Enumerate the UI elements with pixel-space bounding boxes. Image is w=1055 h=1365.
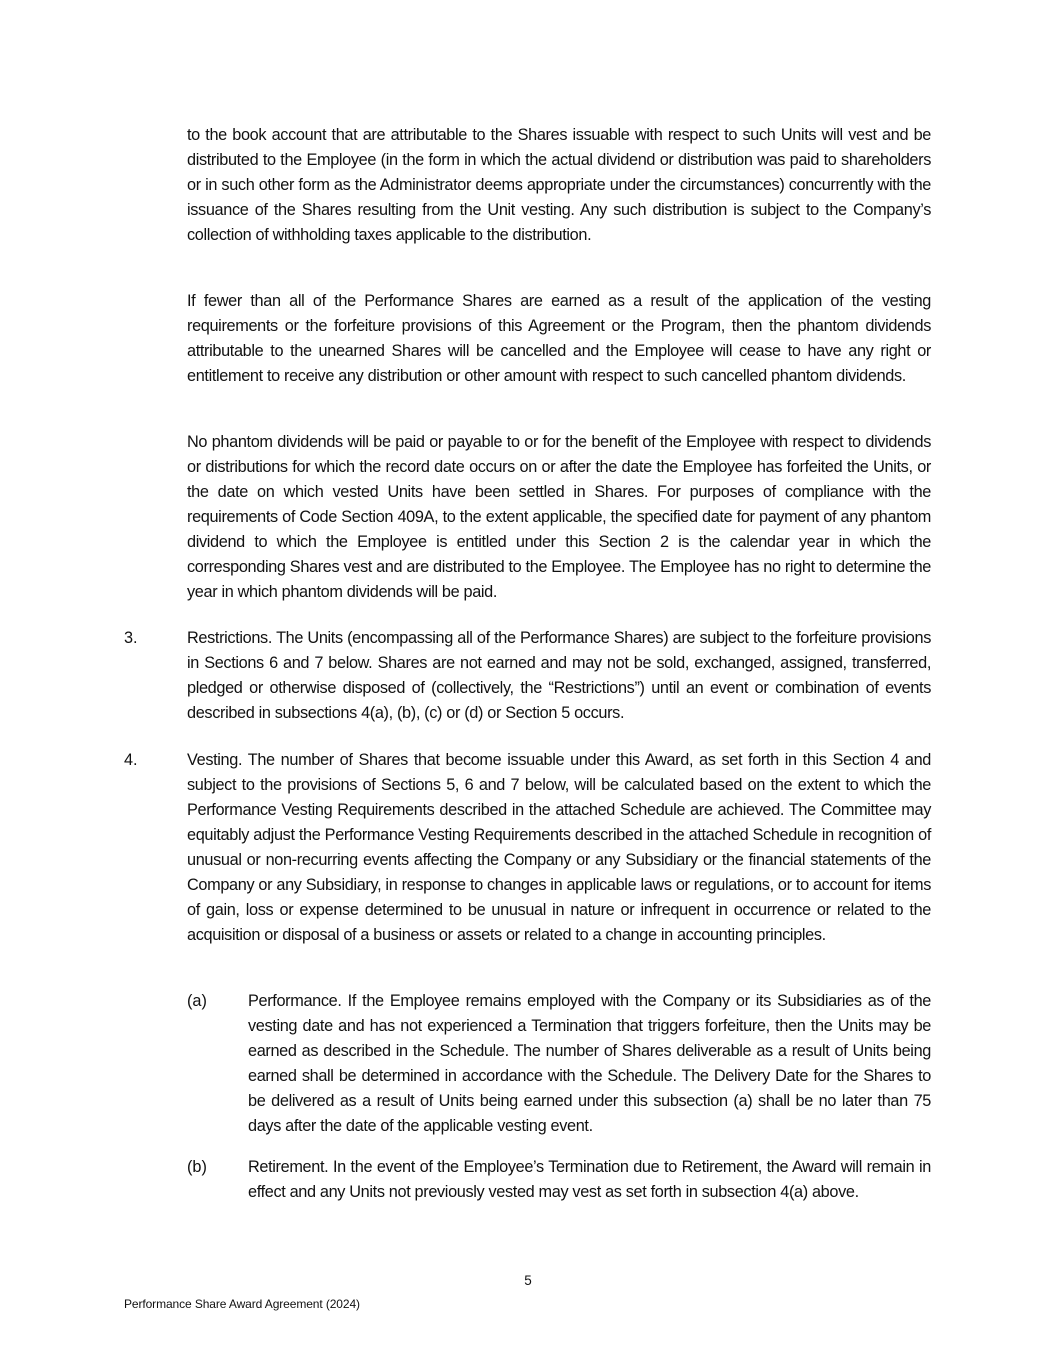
continuation-paragraph-2: If fewer than all of the Performance Shares are earned as a result of the application of the vesting requirements or the forfeiture provisions of this Agreement or the Program, then the phantom dividends attributable to the unearned Shares will be cancelled and the Employee will cease to have any right or entitlement to receive any distribution or other amount with respect to such cancelled phantom dividends.	[187, 292, 931, 385]
section-4-vesting: Vesting. The number of Shares that become issuable under this Award, as set forth in this Section 4 and subject to the provisions of Sections 5, 6 and 7 below, will be calculated based on the extent to which the Performance Vesting Requirements described in the attached Schedule are achieved. The Committee may equitably adjust the Performance Vesting Requirements described in the attached Schedule in recognition of unusual or non-recurring events affecting the Company or any Subsidiary or the financial statements of the Company or any Subsidiary, in response to changes in applicable laws or regulations, or to account for items of gain, loss or expense determined to be unusual in nature or infrequent in occurrence or related to the acquisition or disposal of a business or assets or related to a change in accounting principles.	[187, 751, 931, 944]
subsection-b-retirement: Retirement. In the event of the Employee’s Termination due to Retirement, the Award will remain in effect and any Units not previously vested may vest as set forth in subsection 4(a) above.	[248, 1158, 931, 1201]
section-3-number: 3.	[124, 629, 138, 647]
section-4-number: 4.	[124, 751, 138, 769]
footer-document-title: Performance Share Award Agreement (2024)	[124, 1297, 360, 1311]
section-3-restrictions: Restrictions. The Units (encompassing all of the Performance Shares) are subject to the forfeiture provisions in Sections 6 and 7 below. Shares are not earned and may not be sold, exchanged, assigned, transferred, pledged or otherwise disposed of (collectively, the “Restrictions”) until an event or combination of events described in subsections 4(a), (b), (c) or (d) or Section 5 occurs.	[187, 629, 931, 722]
subsection-b-label: (b)	[187, 1158, 207, 1176]
continuation-paragraph-3: No phantom dividends will be paid or payable to or for the benefit of the Employee with respect to dividends or distributions for which the record date occurs on or after the date the Employee has forfeited the Units, or the date on which vested Units have been settled in Shares. For purposes of compliance with the requirements of Code Section 409A, to the extent applicable, the specified date for payment of any phantom dividend to which the Employee is entitled under this Section 2 is the calendar year in which the corresponding Shares vest and are distributed to the Employee. The Employee has no right to determine the year in which phantom dividends will be paid.	[187, 433, 932, 601]
continuation-paragraph-1: to the book account that are attributable to the Shares issuable with respect to such Units will vest and be distributed to the Employee (in the form in which the actual dividend or distribution was paid to shareholders or in such other form as the Administrator deems appropriate under the circumstances) concurrently with the issuance of the Shares resulting from the Unit vesting. Any such distribution is subject to the Company’s collection of withholding taxes applicable to the distribution.	[187, 126, 931, 244]
subsection-a-label: (a)	[187, 992, 207, 1010]
subsection-a-performance: Performance. If the Employee remains employed with the Company or its Subsidiaries as of the vesting date and has not experienced a Termination that triggers forfeiture, then the Units may be earned as described in the Schedule. The number of Shares deliverable as a result of Units being earned shall be determined in accordance with the Schedule. The Delivery Date for the Shares to be delivered as a result of Units being earned under this subsection (a) shall be no later than 75 days after the date of the applicable vesting event.	[248, 992, 931, 1135]
page-number: 5	[524, 1273, 532, 1288]
